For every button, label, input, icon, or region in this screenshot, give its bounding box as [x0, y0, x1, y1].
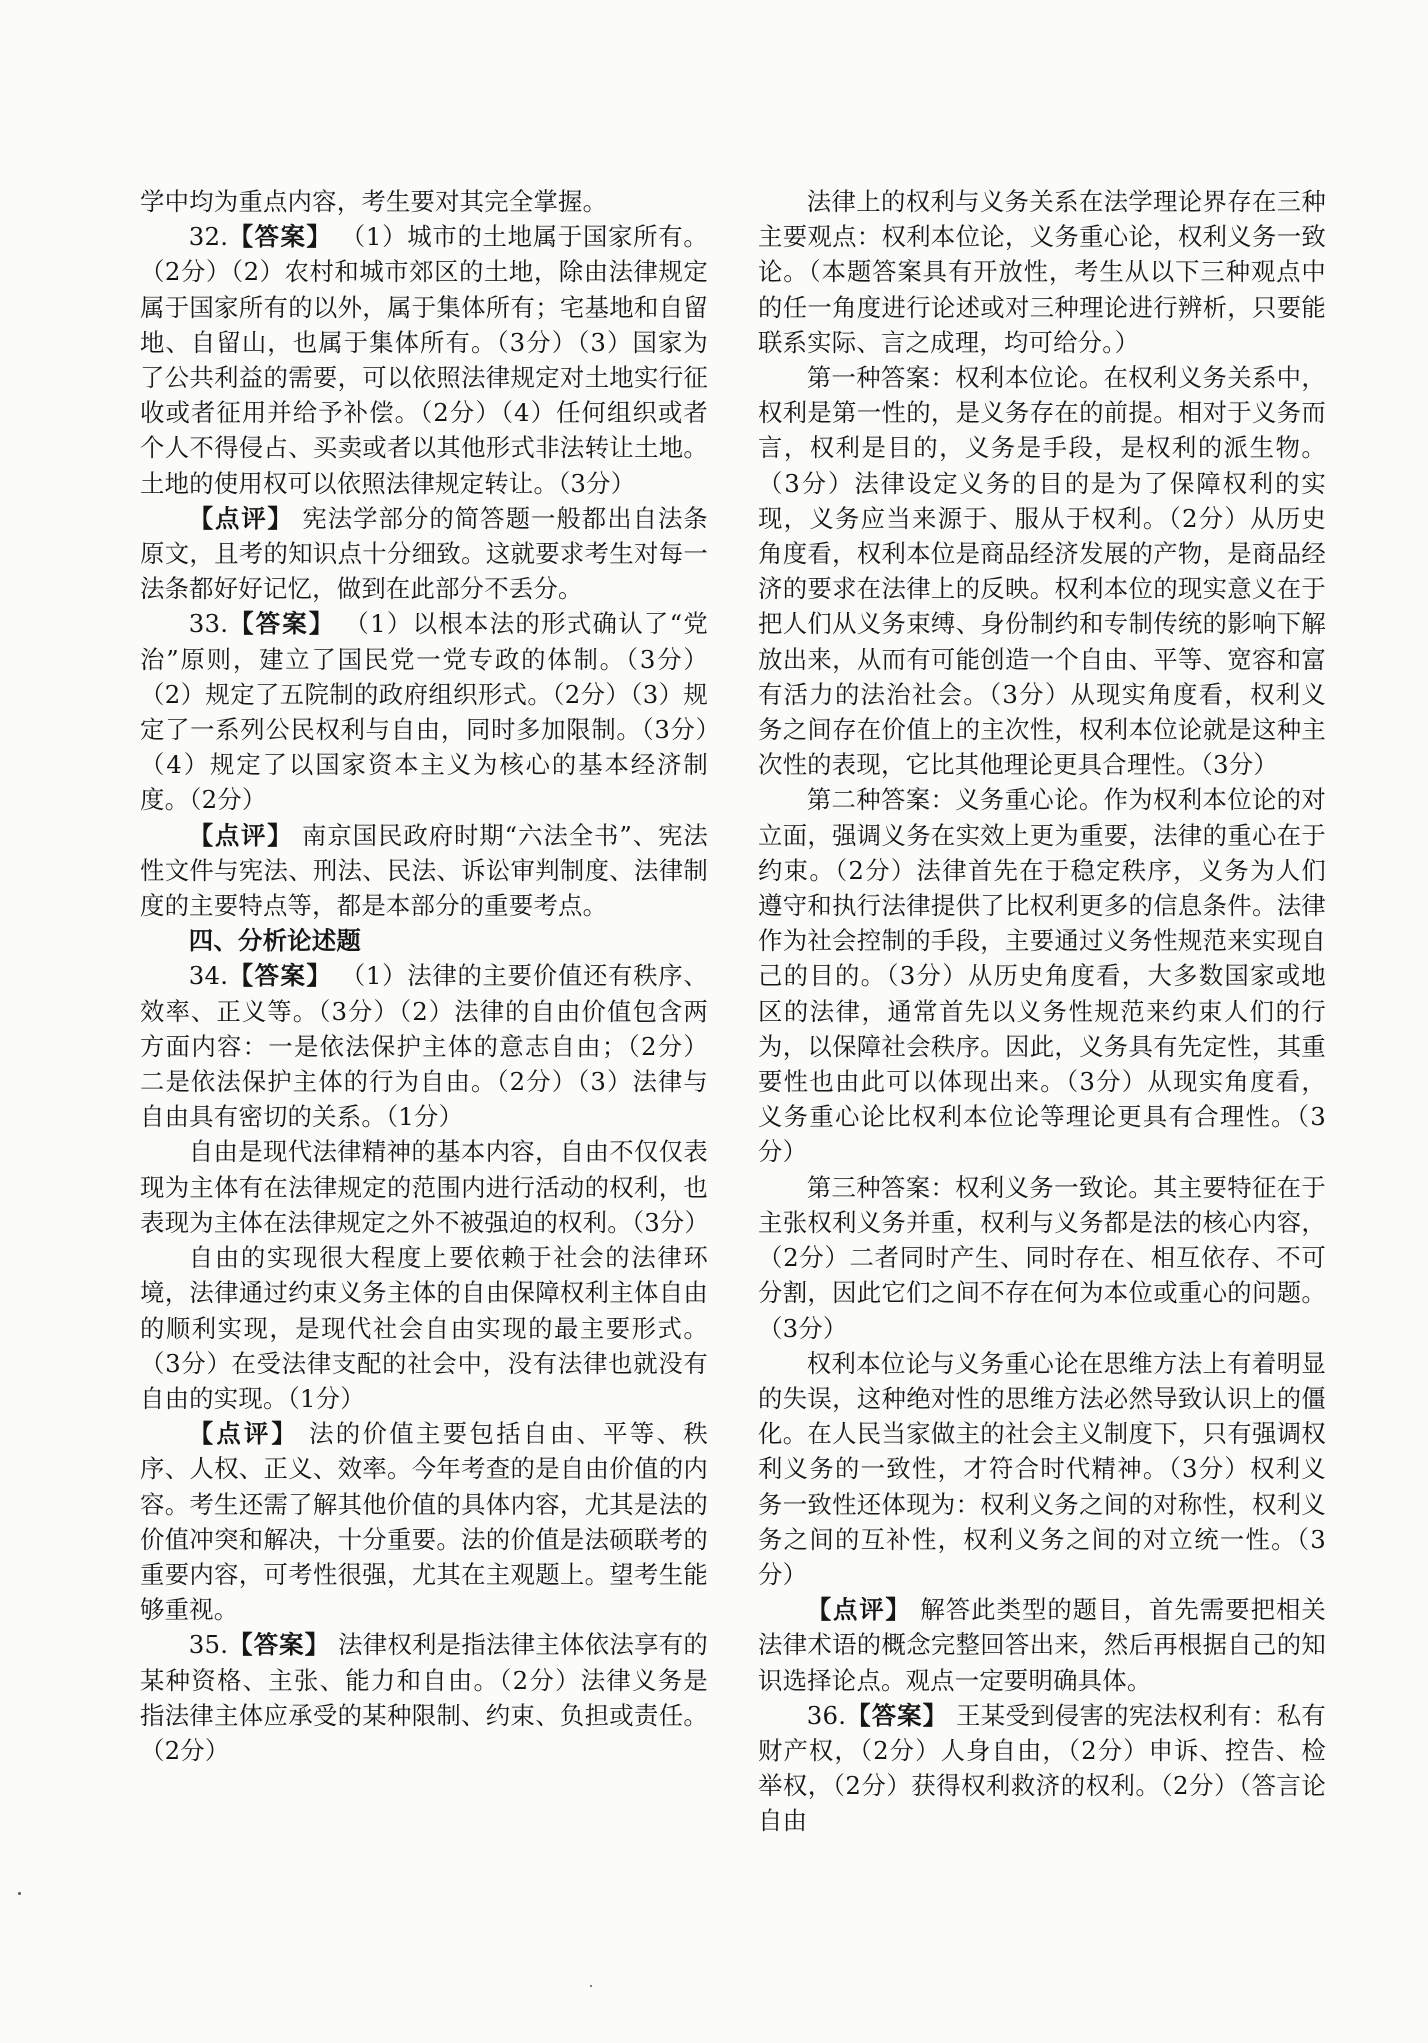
scan-speck	[590, 1985, 592, 1987]
paragraph-text: 法律上的权利与义务关系在法学理论界存在三种主要观点：权利本位论，义务重心论，权利义务一致论。（本题答案具有开放性，考生从以下三种观点中的任一角度进行论述或对三种理论进行辨析，只要能联系实际、言之成理，均可给分。）	[758, 187, 1326, 357]
question-number: 36.	[806, 1700, 847, 1730]
comment-paragraph	[140, 1416, 708, 1627]
label-tag: 【点评】	[188, 503, 294, 533]
paragraph-text: 学中均为重点内容，考生要对其完全掌握。	[140, 187, 608, 216]
paragraph-text: 自由是现代法律精神的基本内容，自由不仅仅表现为主体有在法律规定的范围内进行活动的权利，也表现为主体在法律规定之外不被强迫的权利。（3分）	[140, 1137, 710, 1237]
comment-paragraph	[140, 501, 708, 607]
text-paragraph	[758, 184, 1326, 360]
answer-paragraph	[140, 606, 708, 817]
question-number: 34.	[188, 961, 229, 991]
text-paragraph	[140, 184, 708, 219]
label-tag: 【点评】	[806, 1595, 912, 1625]
text-paragraph	[758, 1346, 1326, 1592]
paragraph-text: （1）以根本法的形式确认了“党治”原则，建立了国民党一党专政的体制。（3分）（2）规定了五院制的政府组织形式。（2分）（3）规定了一系列公民权利与自由，同时多加限制。（3分）（4）规定了以国家资本主义为核心的基本经济制度。（2分）	[140, 609, 708, 815]
paragraph-text: 南京国民政府时期“六法全书”、宪法性文件与宪法、刑法、民法、诉讼审判制度、法律制度的主要特点等，都是本部分的重要考点。	[140, 820, 709, 921]
comment-paragraph	[140, 818, 708, 924]
comment-paragraph	[758, 1592, 1326, 1698]
text-paragraph	[758, 782, 1326, 1169]
label-tag: 【答案】	[846, 1700, 949, 1730]
right-column	[758, 184, 1326, 1839]
question-number: 32.	[188, 222, 229, 252]
text-paragraph	[140, 1134, 708, 1240]
label-tag: 【答案】	[228, 609, 336, 639]
answer-paragraph	[758, 1698, 1326, 1839]
paragraph-text: （1）城市的土地属于国家所有。（2分）（2）农村和城市郊区的土地，除由法律规定属于国家所有的以外，属于集体所有；宅基地和自留地、自留山，也属于集体所有。（3分）（3）国家为了公共利益的需要，可以依照法律规定对土地实行征收或者征用并给予补偿。（2分）（4）任何组织或者个人不得侵占、买卖或者以其他形式非法转让土地。土地的使用权可以依照法律规定转让。（3分）	[140, 222, 708, 498]
paragraph-text: 法的价值主要包括自由、平等、秩序、人权、正义、效率。今年考查的是自由价值的内容。考生还需了解其他价值的具体内容，尤其是法的价值冲突和解决，十分重要。法的价值是法硕联考的重要内容，可考性很强，尤其在主观题上。望考生能够重视。	[140, 1419, 708, 1625]
answer-paragraph	[140, 1627, 708, 1768]
paragraph-text: （1）法律的主要价值还有秩序、效率、正义等。（3分）（2）法律的自由价值包含两方面内容：一是依法保护主体的意志自由；（2分）二是依法保护主体的行为自由。（2分）（3）法律与自由具有密切的关系。（1分）	[140, 961, 708, 1132]
section-heading: 四、分析论述题	[188, 926, 361, 956]
text-paragraph	[140, 1240, 708, 1416]
label-tag: 【答案】	[228, 961, 333, 991]
label-tag: 【点评】	[188, 820, 294, 850]
label-tag: 【点评】	[188, 1419, 299, 1449]
paragraph-text: 第一种答案：权利本位论。在权利义务关系中，权利是第一性的，是义务存在的前提。相对于义务而言，权利是目的，义务是手段，是权利的派生物。（3分）法律设定义务的目的是为了保障权利的实现，义务应当来源于、服从于权利。（2分）从历史角度看，权利本位是商品经济发展的产物，是商品经济的要求在法律上的反映。权利本位的现实意义在于把人们从义务束缚、身份制约和专制传统的影响下解放出来，从而有可能创造一个自由、平等、宽容和富有活力的法治社会。（3分）从现实角度看，权利义务之间存在价值上的主次性，权利本位论就是这种主次性的表现，它比其他理论更具合理性。（3分）	[758, 363, 1326, 780]
paragraph-text: 权利本位论与义务重心论在思维方法上有着明显的失误，这种绝对性的思维方法必然导致认识上的僵化。在人民当家做主的社会主义制度下，只有强调权利义务的一致性，才符合时代精神。（3分）权利义务一致性还体现为：权利义务之间的对称性，权利义务之间的互补性，权利义务之间的对立统一性。（3分）	[758, 1348, 1326, 1589]
paragraph-text: 宪法学部分的简答题一般都出自法条原文，且考的知识点十分细致。这就要求考生对每一法条都好好记忆，做到在此部分不丢分。	[140, 503, 708, 604]
paragraph-text: 法律权利是指法律主体依法享有的某种资格、主张、能力和自由。（2分）法律义务是指法律主体应承受的某种限制、约束、负担或责任。（2分）	[140, 1630, 708, 1765]
paragraph-text: 自由的实现很大程度上要依赖于社会的法律环境，法律通过约束义务主体的自由保障权利主体自由的顺利实现，是现代社会自由实现的最主要形式。（3分）在受法律支配的社会中，没有法律也就没有自由的实现。（1分）	[140, 1243, 708, 1413]
text-paragraph	[758, 360, 1326, 782]
label-tag: 【答案】	[228, 222, 333, 252]
paragraph-text: 王某受到侵害的宪法权利有：私有财产权，（2分）人身自由，（2分）申诉、控告、检举权，（2分）获得权利救济的权利。（2分）（答言论自由	[758, 1700, 1326, 1836]
scan-speck	[18, 1892, 21, 1895]
paragraph-text: 第二种答案：义务重心论。作为权利本位论的对立面，强调义务在实效上更为重要，法律的重心在于约束。（2分）法律首先在于稳定秩序，义务为人们遵守和执行法律提供了比权利更多的信息条件。法律作为社会控制的手段，主要通过义务性规范来实现自己的目的。（3分）从历史角度看，大多数国家或地区的法律，通常首先以义务性规范来约束人们的行为，以保障社会秩序。因此，义务具有先定性，其重要性也由此可以体现出来。（3分）从现实角度看，义务重心论比权利本位论等理论更具有合理性。（3分）	[758, 785, 1326, 1167]
question-number: 33.	[188, 609, 229, 639]
paragraph-text: 第三种答案：权利义务一致论。其主要特征在于主张权利义务并重，权利与义务都是法的核心内容，（2分）二者同时产生、同时存在、相互依存、不可分割，因此它们之间不存在何为本位或重心的问题。（3分）	[758, 1172, 1326, 1343]
label-tag: 【答案】	[228, 1630, 331, 1660]
question-number: 35.	[188, 1630, 229, 1660]
left-column	[140, 184, 708, 1768]
answer-paragraph	[140, 219, 708, 501]
paragraph-text: 解答此类型的题目，首先需要把相关法律术语的概念完整回答出来，然后再根据自己的知识选择论点。观点一定要明确具体。	[758, 1595, 1326, 1695]
answer-paragraph	[140, 958, 708, 1134]
text-paragraph	[758, 1170, 1326, 1346]
